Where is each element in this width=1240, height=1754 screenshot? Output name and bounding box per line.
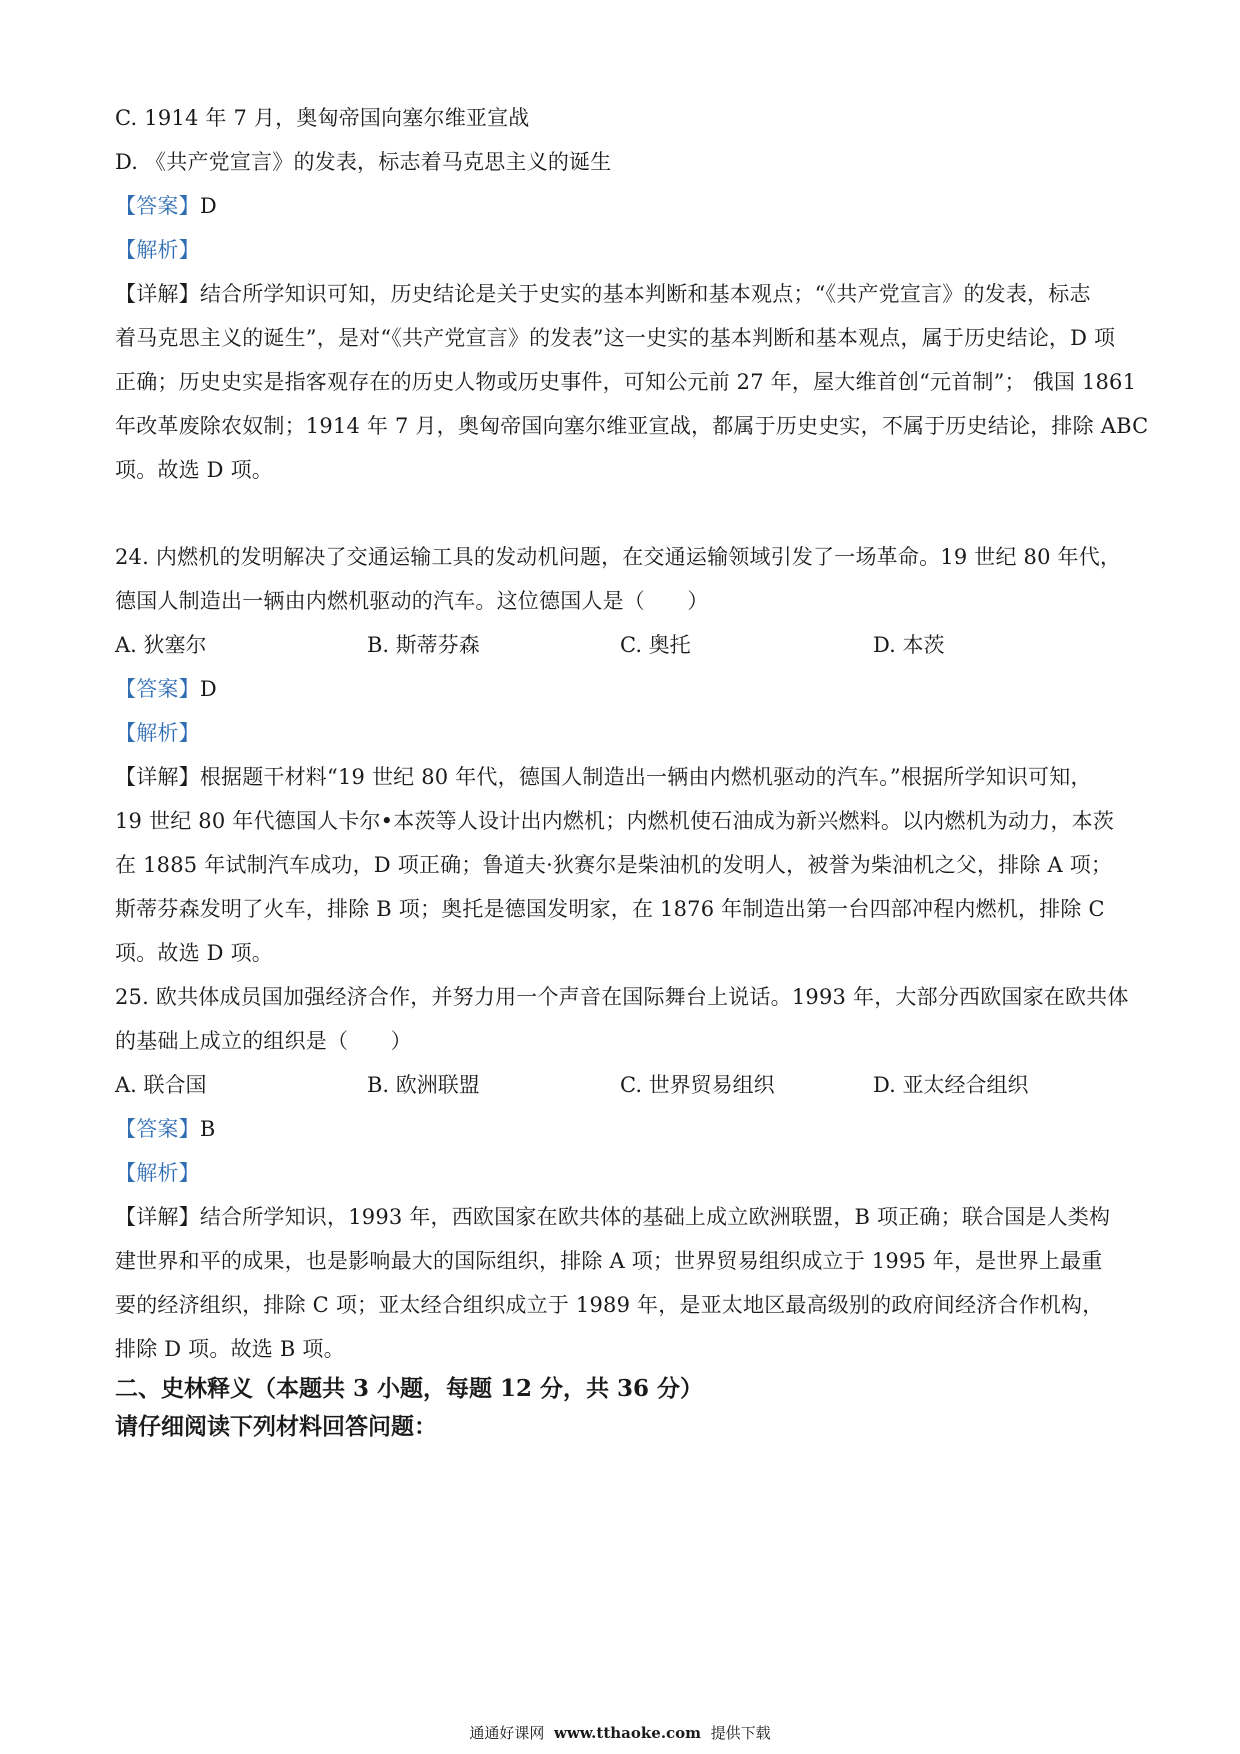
q25-stem-line-2: 的基础上成立的组织是（ ）	[115, 1029, 412, 1053]
q23-detail-line-2: 着马克思主义的诞生”，是对“《共产党宣言》的发表”这一史实的基本判断和基本观点，属于历史结论，D 项	[115, 326, 1116, 350]
analysis-tag: 【解析】	[115, 1161, 200, 1185]
q24-detail-line-2: 19 世纪 80 年代德国人卡尔•本茨等人设计出内燃机；内燃机使石油成为新兴燃料。以内燃机为动力，本茨	[115, 809, 1115, 833]
q25-option-c: C. 世界贸易组织	[620, 1073, 775, 1097]
answer-tag: 【答案】	[115, 194, 200, 218]
q23-option-d: D. 《共产党宣言》的发表，标志着马克思主义的诞生	[115, 150, 612, 174]
q23-detail-line-3: 正确；历史史实是指客观存在的历史人物或历史事件，可知公元前 27 年，屋大维首创“元首制”； 俄国 1861	[115, 370, 1137, 394]
q23-answer	[115, 192, 1135, 220]
q25-detail-line-4: 排除 D 项。故选 B 项。	[115, 1337, 345, 1361]
q23-detail-line-1: 【详解】结合所学知识可知，历史结论是关于史实的基本判断和基本观点；“《共产党宣言》的发表，标志	[115, 282, 1091, 306]
detail-tag: 【详解】	[115, 282, 200, 306]
detail-tag: 【详解】	[115, 765, 200, 789]
answer-tag: 【答案】	[115, 677, 200, 701]
section-instruction: 请仔细阅读下列材料回答问题：	[115, 1413, 437, 1440]
section-title: 二、史林释义（本题共 3 小题，每题 12 分，共 36 分）	[115, 1375, 704, 1402]
q24-detail-line-4: 斯蒂芬森发明了火车，排除 B 项；奥托是德国发明家，在 1876 年制造出第一台四部冲程内燃机，排除 C	[115, 897, 1105, 921]
q24-option-a: A. 狄塞尔	[115, 633, 207, 657]
q24-detail-line-1: 【详解】根据题干材料“19 世纪 80 年代，德国人制造出一辆由内燃机驱动的汽车。”根据所学知识可知，	[115, 765, 1092, 789]
analysis-tag: 【解析】	[115, 238, 200, 262]
answer-value: B	[199, 1117, 216, 1141]
footer-url[interactable]: www.tthaoke.com	[553, 1724, 702, 1742]
q23-analysis-tag	[115, 236, 1135, 264]
q24-detail-line-5: 项。故选 D 项。	[115, 941, 273, 965]
q24-answer	[115, 675, 1135, 703]
q25-detail-line-1: 【详解】结合所学知识，1993 年，西欧国家在欧共体的基础上成立欧洲联盟，B 项正确；联合国是人类构	[115, 1205, 1111, 1229]
q24-option-d: D. 本茨	[873, 633, 945, 657]
q24-stem-line-2: 德国人制造出一辆由内燃机驱动的汽车。这位德国人是（ ）	[115, 589, 709, 613]
q25-analysis-tag	[115, 1159, 1135, 1187]
q24-option-b: B. 斯蒂芬森	[367, 633, 480, 657]
q25-detail-line-3: 要的经济组织，排除 C 项；亚太经合组织成立于 1989 年，是亚太地区最高级别的政府间经济合作机构，	[115, 1293, 1104, 1317]
q25-option-a: A. 联合国	[115, 1073, 207, 1097]
q23-option-c: C. 1914 年 7 月，奥匈帝国向塞尔维亚宣战	[115, 106, 530, 130]
q24-stem-line-1: 24. 内燃机的发明解决了交通运输工具的发动机问题，在交通运输领域引发了一场革命。19 世纪 80 年代，	[115, 545, 1122, 569]
footer-site-name: 通通好课网	[469, 1724, 545, 1742]
q25-answer	[115, 1115, 1135, 1143]
q23-detail-line-5: 项。故选 D 项。	[115, 458, 273, 482]
answer-value: D	[199, 677, 217, 701]
detail-tag: 【详解】	[115, 1205, 200, 1229]
q25-detail-line-2: 建世界和平的成果，也是影响最大的国际组织，排除 A 项；世界贸易组织成立于 1995 年，是世界上最重	[115, 1249, 1103, 1273]
answer-tag: 【答案】	[115, 1117, 200, 1141]
analysis-tag: 【解析】	[115, 721, 200, 745]
footer	[0, 1723, 1240, 1743]
q25-option-d: D. 亚太经合组织	[873, 1073, 1029, 1097]
footer-suffix: 提供下载	[710, 1724, 771, 1742]
q24-detail-line-3: 在 1885 年试制汽车成功，D 项正确；鲁道夫·狄赛尔是柴油机的发明人，被誉为柴油机之父，排除 A 项；	[115, 853, 1113, 877]
q25-stem-line-1: 25. 欧共体成员国加强经济合作，并努力用一个声音在国际舞台上说话。1993 年，大部分西欧国家在欧共体	[115, 985, 1129, 1009]
q25-option-b: B. 欧洲联盟	[367, 1073, 480, 1097]
q24-option-c: C. 奥托	[620, 633, 691, 657]
answer-value: D	[199, 194, 217, 218]
q24-analysis-tag	[115, 719, 1135, 747]
q23-detail-line-4: 年改革废除农奴制；1914 年 7 月，奥匈帝国向塞尔维亚宣战，都属于历史史实，不属于历史结论，排除 ABC	[115, 414, 1149, 438]
